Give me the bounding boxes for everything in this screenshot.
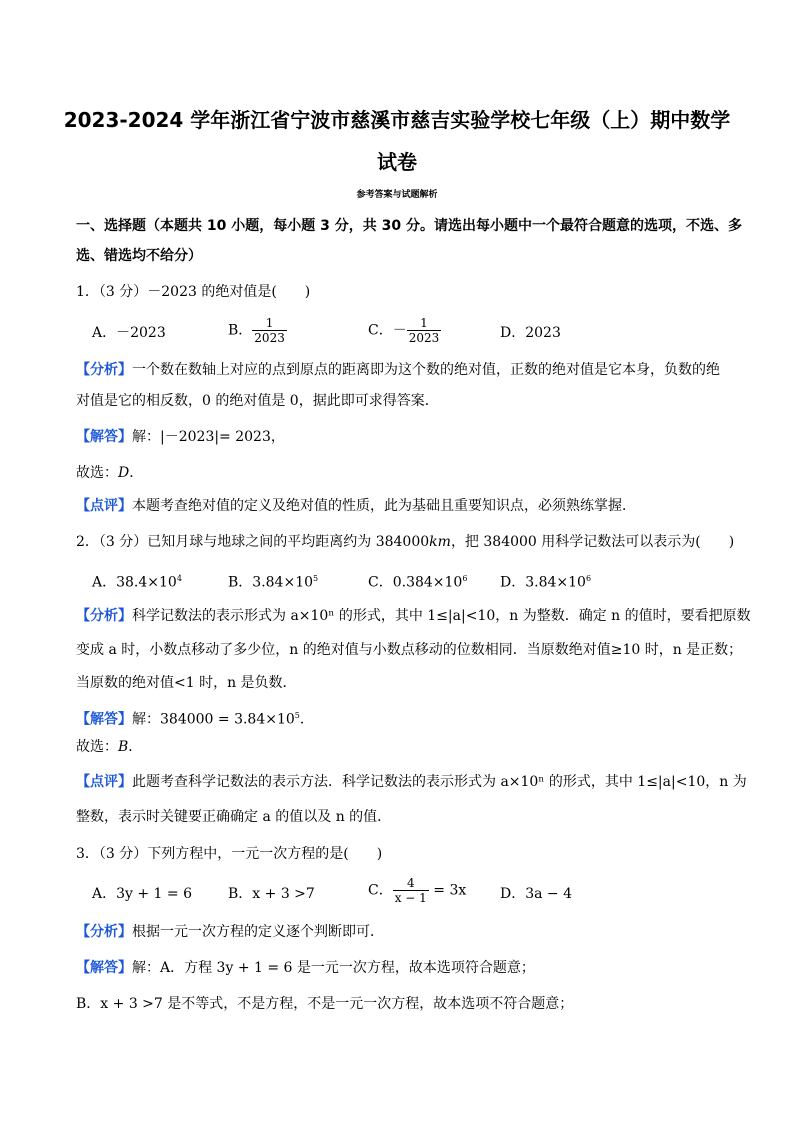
- q1-option-c-denominator: 2023: [408, 331, 440, 345]
- q3-option-b: B．x + 3 >7: [228, 886, 315, 902]
- q2-answer-base: 解：384000 = 3.84×10: [132, 711, 295, 728]
- q1-answer: [76, 427, 285, 447]
- q1-option-b-prefix: B．: [228, 322, 253, 339]
- q1-option-d: D．2023: [500, 325, 561, 341]
- q2-choice-prefix: 故选：: [76, 739, 118, 755]
- doc-title-line2: 试卷: [377, 150, 417, 174]
- q2-analysis-line3: 当原数的绝对值<1 时，n 是负数．: [76, 675, 297, 691]
- q2-option-a: [92, 569, 182, 593]
- q1-analysis-line1: [76, 360, 720, 380]
- q2-stem-unit: km: [429, 534, 451, 550]
- q3-option-c: [368, 876, 466, 905]
- q2-option-c-exp: 6: [462, 574, 468, 583]
- q3-option-d: D．3a − 4: [500, 886, 573, 902]
- q2-answer-exp: 5: [294, 711, 300, 720]
- q2-stem-b: ，把 384000 用科学记数法可以表示为( ): [450, 534, 735, 550]
- q2-comment-line1: [76, 772, 747, 792]
- q1-option-c-numerator: 1: [407, 316, 442, 331]
- q2-stem-a: 2．（3 分）已知月球与地球之间的平均距离约为 384000: [76, 534, 430, 550]
- q3-analysis: [76, 922, 384, 942]
- q1-option-b-denominator: 2023: [254, 331, 285, 345]
- comment-tag: 【点评】: [76, 498, 132, 514]
- q3-option-c-denominator: x − 1: [394, 891, 427, 905]
- section-heading-line2: 选、错选均不给分）: [76, 248, 202, 264]
- q2-option-b: [228, 569, 318, 593]
- q1-option-c-fraction: [407, 316, 442, 345]
- q1-choice: [76, 463, 143, 483]
- q2-choice: [76, 737, 142, 757]
- q2-option-a-exp: 4: [176, 574, 182, 583]
- q2-option-d-exp: 6: [585, 574, 592, 583]
- q3-option-c-prefix: C．: [368, 882, 393, 899]
- q3-stem: 3．（3 分）下列方程中，一元一次方程的是( ): [76, 846, 383, 862]
- q3-analysis-text: 根据一元一次方程的定义逐个判断即可．: [132, 924, 384, 940]
- q2-choice-letter: B: [118, 739, 129, 755]
- q3-answer-a-text: 解：A．方程 3y + 1 = 6 是一元一次方程，故本选项符合题意；: [132, 960, 535, 976]
- q3-answer-a: [76, 958, 535, 978]
- q1-analysis-line2: 对值是它的相反数，0 的绝对值是 0，据此即可求得答案．: [76, 393, 439, 409]
- q1-option-c: [368, 316, 441, 345]
- q3-option-a: A．3y + 1 = 6: [92, 886, 193, 902]
- q3-option-c-suffix: = 3x: [433, 882, 467, 899]
- q2-comment-text1: 此题考查科学记数法的表示方法．科学记数法的表示形式为 a×10ⁿ 的形式，其中 1≤|a|<10，n 为: [132, 774, 747, 790]
- q1-comment-text: 本题考查绝对值的定义及绝对值的性质，此为基础且重要知识点，必须熟练掌握．: [132, 498, 636, 514]
- section-heading-line1: 一、选择题（本题共 10 小题，每小题 3 分，共 30 分。请选出每小题中一个最符合题意的选项，不选、多: [76, 218, 742, 234]
- q3-answer-b: B．x + 3 >7 是不等式，不是方程，不是一元一次方程，故本选项不符合题意；: [76, 996, 574, 1012]
- q2-choice-suffix: ．: [128, 739, 143, 755]
- q1-option-a: A．－2023: [92, 325, 166, 341]
- q2-analysis-line2: 变成 a 时，小数点移动了多少位，n 的绝对值与小数点移动的位数相同．当原数绝对值≥10 时，n 是正数；: [76, 642, 743, 658]
- q2-answer-end: ．: [299, 711, 314, 728]
- answer-tag: 【解答】: [76, 960, 132, 976]
- q1-option-b-numerator: 1: [252, 316, 287, 331]
- q2-analysis-line1: [76, 606, 751, 626]
- q1-comment: [76, 496, 636, 516]
- q3-option-c-fraction: [393, 876, 429, 905]
- q1-choice-suffix: ．: [129, 465, 144, 481]
- q2-option-a-base: A．38.4×10: [92, 574, 177, 591]
- doc-title-line1: 2023-2024 学年浙江省宁波市慈溪市慈吉实验学校七年级（上）期中数学: [63, 108, 731, 132]
- q1-choice-prefix: 故选：: [76, 465, 118, 481]
- q2-option-b-base: B．3.84×10: [228, 574, 314, 591]
- q2-option-b-exp: 5: [313, 574, 319, 583]
- q1-answer-text: 解：|－2023|= 2023，: [132, 429, 285, 445]
- comment-tag: 【点评】: [76, 774, 132, 790]
- analysis-tag: 【分析】: [76, 608, 132, 624]
- answer-tag: 【解答】: [76, 711, 132, 728]
- q2-answer: [76, 706, 314, 730]
- q3-option-c-numerator: 4: [393, 876, 429, 891]
- analysis-tag: 【分析】: [76, 924, 132, 940]
- q2-comment-line2: 整数，表示时关键要正确确定 a 的值以及 n 的值．: [76, 809, 392, 825]
- q2-option-d: [500, 569, 591, 593]
- q2-option-d-base: D．3.84×10: [500, 574, 586, 591]
- doc-subtitle: 参考答案与试题解析: [356, 190, 438, 200]
- q1-analysis-text1: 一个数在数轴上对应的点到原点的距离即为这个数的绝对值，正数的绝对值是它本身，负数的绝: [132, 362, 720, 378]
- q1-option-b: [228, 316, 287, 345]
- q2-stem: [76, 532, 734, 552]
- q1-option-c-prefix: C．－: [368, 322, 407, 339]
- q1-option-b-fraction: [252, 316, 287, 345]
- q2-option-c: [368, 569, 467, 593]
- q2-option-c-base: C．0.384×10: [368, 574, 463, 591]
- q1-choice-letter: D: [118, 465, 130, 481]
- answer-tag: 【解答】: [76, 429, 132, 445]
- q2-analysis-text1: 科学记数法的表示形式为 a×10ⁿ 的形式，其中 1≤|a|<10，n 为整数．确定 n 的值时，要看把原数: [132, 608, 751, 624]
- q1-stem: 1．（3 分）－2023 的绝对值是( ): [76, 284, 311, 300]
- analysis-tag: 【分析】: [76, 362, 132, 378]
